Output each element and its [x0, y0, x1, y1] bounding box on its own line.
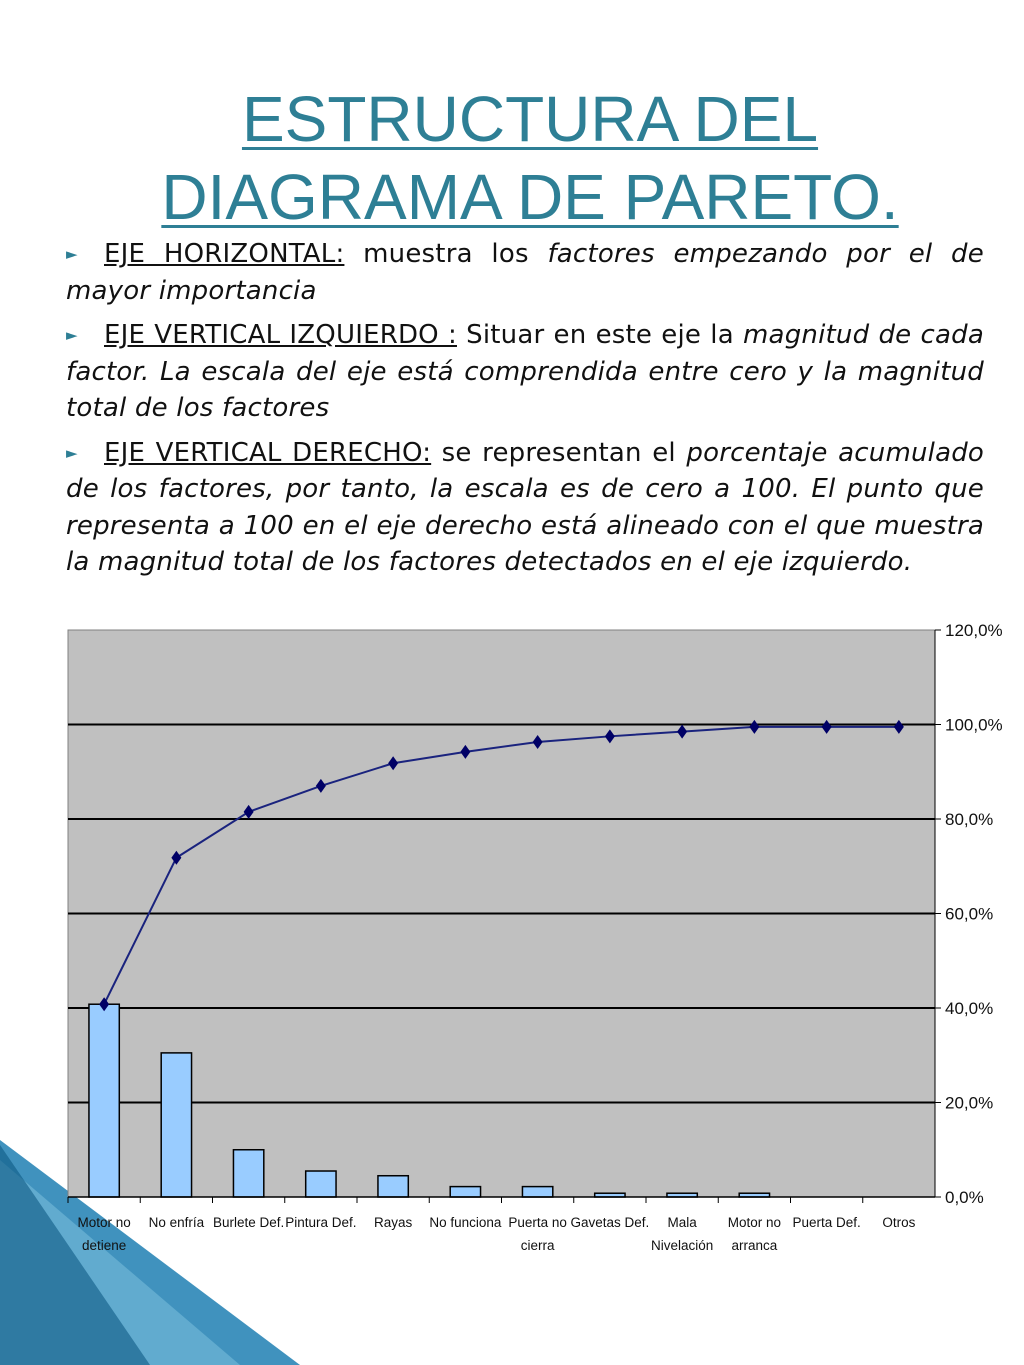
bullet-heading: EJE VERTICAL DERECHO:: [104, 437, 432, 468]
pareto-chart: [0, 612, 1024, 1272]
y-right-tick-label: 100,0%: [945, 715, 1003, 735]
category-label: No funciona: [429, 1215, 502, 1230]
bullet-text: muestra los: [344, 239, 548, 269]
bullet-right-axis: [66, 435, 984, 581]
page-title: ESTRUCTURA DEL DIAGRAMA DE PARETO.: [161, 83, 899, 233]
bar: [522, 1187, 552, 1197]
category-label: No enfría: [148, 1215, 205, 1230]
bar: [378, 1176, 408, 1197]
category-label: Motor no detiene: [77, 1215, 131, 1253]
bullet-italic-text: factores empezando por el de mayor importancia: [66, 239, 984, 306]
category-label: Motor no arranca: [727, 1215, 782, 1253]
category-label: Burlete Def.: [212, 1215, 285, 1230]
triangle-bullet-icon: ►: [66, 245, 78, 263]
bullet-horizontal-axis: [66, 236, 984, 309]
bar: [450, 1187, 480, 1197]
bullet-text: se representan el: [431, 437, 687, 468]
category-label: Otros: [882, 1215, 916, 1230]
bar: [233, 1150, 263, 1197]
category-label: Mala Nivelación: [650, 1215, 714, 1253]
bullet-heading: EJE VERTICAL IZQUIERDO :: [104, 320, 457, 350]
y-right-tick-label: 40,0%: [945, 999, 994, 1018]
bullet-italic-text: porcentaje acumulado de los factores, por tanto, la escala es de cero a 100. El punto que representa a 100 en el eje derecho está alineado con el que muestra la magnitud total de los factores detectados en el eje izquierdo.: [66, 437, 985, 577]
bullet-heading: EJE HORIZONTAL:: [104, 239, 345, 269]
y-right-tick-label: 80,0%: [945, 810, 994, 829]
bullet-list: [66, 236, 984, 589]
triangle-bullet-icon: ►: [66, 443, 78, 462]
bullet-text: Situar en este eje la: [456, 320, 744, 350]
bar: [306, 1171, 336, 1197]
bullet-italic-text: magnitud de cada factor. La escala del eje está comprendida entre cero y la magnitud total de los factores: [66, 320, 984, 423]
category-label: Gavetas Def.: [570, 1215, 650, 1230]
y-right-tick-label: 120,0%: [945, 621, 1003, 640]
y-right-tick-label: 60,0%: [945, 904, 994, 924]
triangle-bullet-icon: ►: [66, 326, 78, 344]
category-label: Pintura Def.: [285, 1215, 357, 1230]
category-label: Rayas: [373, 1215, 413, 1230]
bullet-left-axis: [66, 317, 984, 427]
category-label: Puerta no cierra: [508, 1215, 567, 1253]
y-right-tick-label: 0,0%: [945, 1188, 984, 1207]
bar: [161, 1053, 191, 1197]
y-right-tick-label: 20,0%: [945, 1093, 994, 1113]
bar: [89, 1004, 119, 1197]
category-label: Puerta Def.: [792, 1215, 861, 1230]
